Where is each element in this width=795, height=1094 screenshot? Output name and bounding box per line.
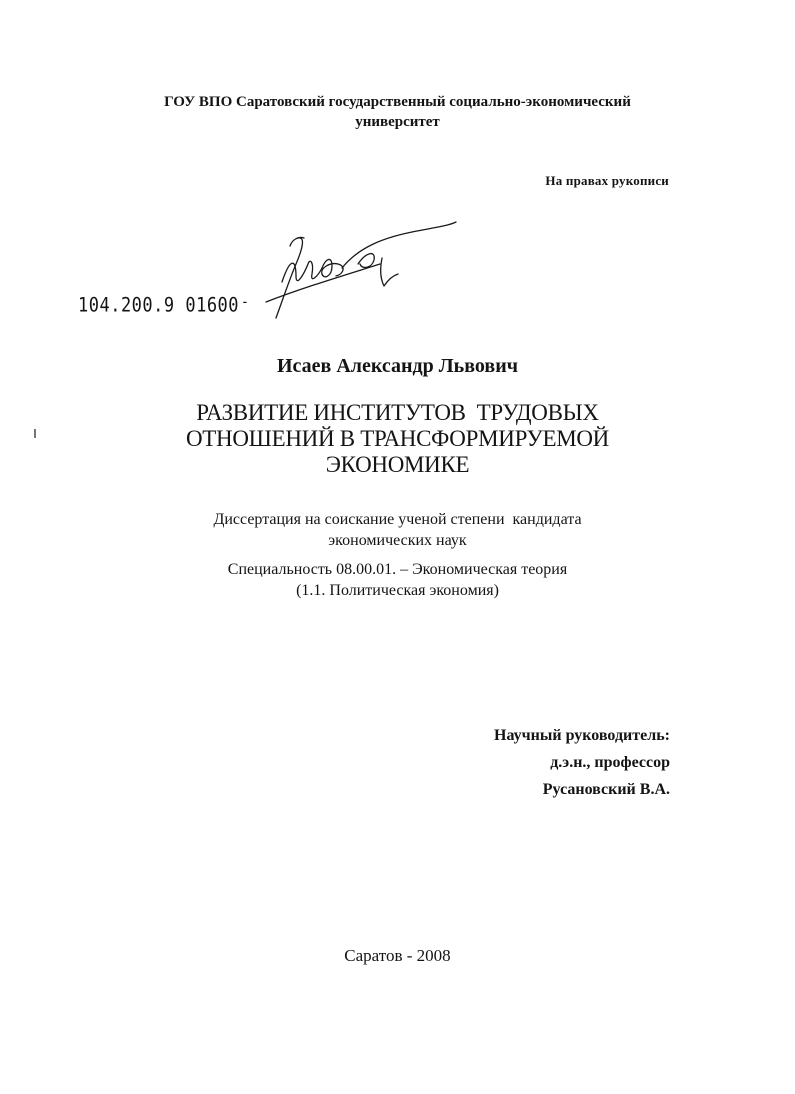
degree-subtitle	[0, 509, 795, 551]
supervisor-name: Русановский В.А.	[542, 781, 670, 798]
supervisor-degree: д.э.н., профессор	[550, 754, 670, 771]
scientific-supervisor	[494, 722, 670, 803]
city-year-footer: Саратов - 2008	[344, 946, 451, 965]
specialty	[0, 559, 795, 601]
author-name: Исаев Александр Львович	[276, 355, 519, 377]
title-line-1: РАЗВИТИЕ ИНСТИТУТОВ ТРУДОВЫХ	[196, 400, 599, 425]
institution-header	[0, 92, 795, 132]
title-line-2: ОТНОШЕНИЙ В ТРАНСФОРМИРУЕМОЙ	[186, 426, 609, 451]
specialty-line-2: (1.1. Политическая экономия)	[296, 582, 499, 599]
handwritten-signature	[262, 218, 462, 323]
library-code: 104.200.9 01600	[78, 294, 240, 317]
library-code-tick: -	[241, 294, 250, 312]
subtitle-line-2: экономических наук	[328, 532, 467, 549]
title-line-3: ЭКОНОМИКЕ	[325, 452, 470, 477]
specialty-line-1: Специальность 08.00.01. – Экономическая теория	[227, 561, 568, 578]
institution-line-2: университет	[355, 114, 440, 130]
dissertation-title	[0, 400, 795, 478]
institution-line-1: ГОУ ВПО Саратовский государственный социально-экономический	[164, 94, 631, 110]
library-code-stamp	[78, 294, 249, 317]
supervisor-label: Научный руководитель:	[494, 727, 670, 744]
subtitle-line-1: Диссертация на соискание ученой степени кандидата	[213, 511, 582, 528]
manuscript-note: На правах рукописи	[545, 173, 669, 188]
